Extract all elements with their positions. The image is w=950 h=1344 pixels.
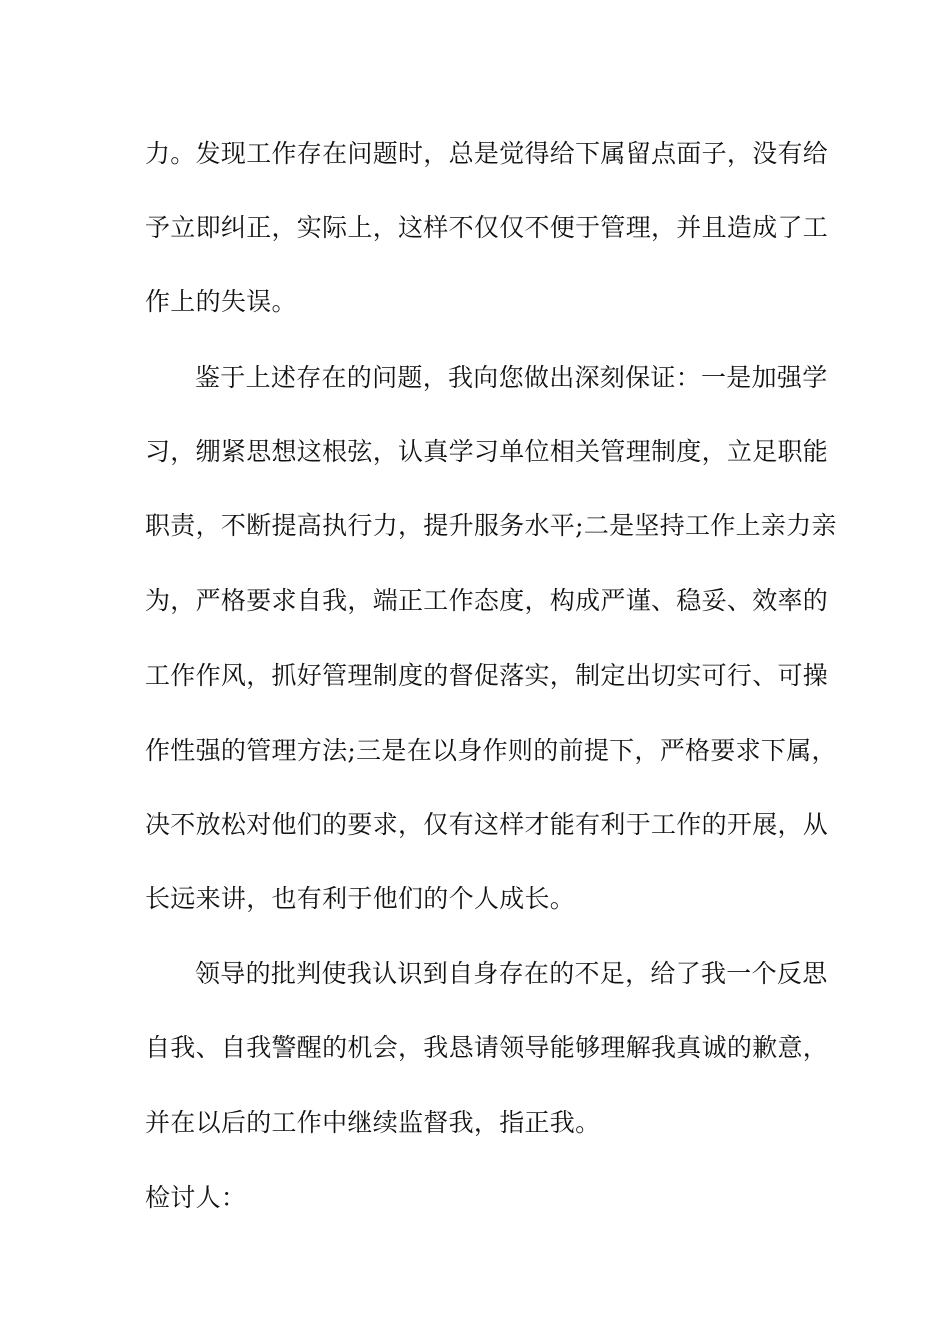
signature-label: 检讨人： xyxy=(145,1183,247,1212)
paragraph-1-line-1: 力。发现工作存在问题时，总是觉得给下属留点面子，没有给 xyxy=(145,139,829,168)
paragraph-3-line-3: 并在以后的工作中继续监督我，指正我。 xyxy=(145,1108,601,1137)
paragraph-1-line-3: 作上的失误。 xyxy=(145,287,297,316)
paragraph-3-line-1: 领导的批判使我认识到自身存在的不足，给了我一个反思 xyxy=(195,959,828,988)
paragraph-1-line-2: 予立即纠正，实际上，这样不仅仅不便于管理，并且造成了工 xyxy=(145,213,829,242)
paragraph-2-line-5: 工作作风，抓好管理制度的督促落实，制定出切实可行、可操 xyxy=(145,661,829,690)
paragraph-2-line-7: 决不放松对他们的要求，仅有这样才能有利于工作的开展，从 xyxy=(145,810,829,839)
paragraph-3-line-2: 自我、自我警醒的机会，我恳请领导能够理解我真诚的歉意， xyxy=(145,1033,829,1062)
paragraph-2-line-3: 职责，不断提高执行力，提升服务水平;二是坚持工作上亲力亲 xyxy=(145,511,837,540)
paragraph-2-line-2: 习，绷紧思想这根弦，认真学习单位相关管理制度，立足职能 xyxy=(145,437,829,466)
paragraph-2-line-1: 鉴于上述存在的问题，我向您做出深刻保证：一是加强学 xyxy=(195,363,828,392)
paragraph-2-line-4: 为，严格要求自我，端正工作态度，构成严谨、稳妥、效率的 xyxy=(145,586,829,615)
paragraph-2-line-6: 作性强的管理方法;三是在以身作则的前提下，严格要求下属， xyxy=(145,736,837,765)
paragraph-2-line-8: 长远来讲，也有利于他们的个人成长。 xyxy=(145,884,576,913)
